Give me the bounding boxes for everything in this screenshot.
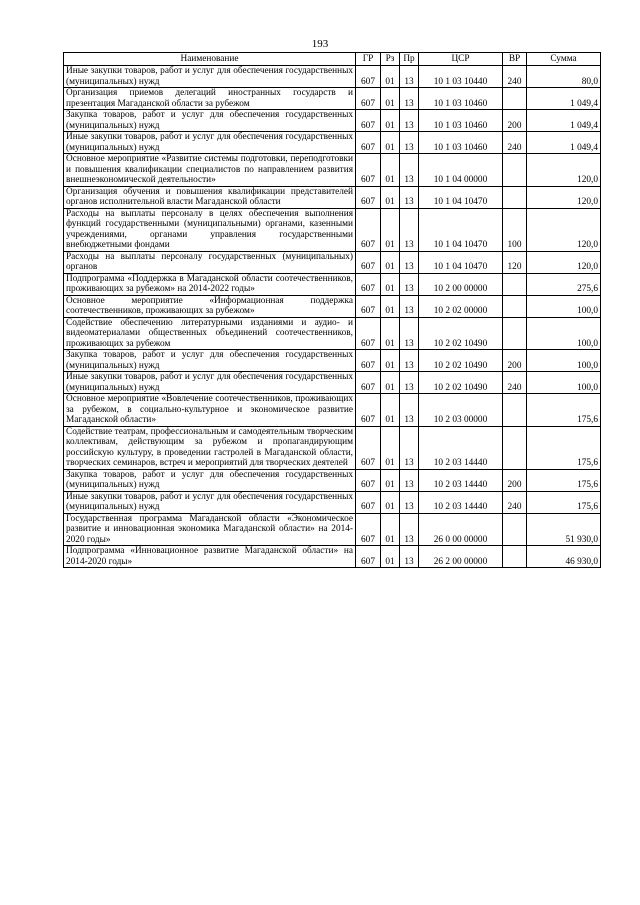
row-csr-cell: 10 1 04 10470: [419, 208, 503, 251]
row-name-cell: Иные закупки товаров, работ и услуг для обеспечения государственных (муниципальных) нужд: [64, 491, 356, 513]
row-vr-cell: [503, 426, 527, 469]
table-row: [64, 372, 601, 394]
row-gr-cell: 607: [356, 88, 381, 110]
row-rz-cell: 01: [381, 372, 400, 394]
row-vr-cell: [503, 295, 527, 317]
row-pr-cell: 13: [400, 491, 419, 513]
row-sum-cell: 120,0: [527, 154, 601, 187]
table-row: [64, 426, 601, 469]
row-rz-cell: 01: [381, 66, 400, 88]
row-rz-cell: 01: [381, 513, 400, 546]
row-csr-cell: 10 1 03 10460: [419, 132, 503, 154]
table-row: [64, 88, 601, 110]
row-name-cell: Подпрограмма «Инновационное развитие Магаданской области» на 2014-2020 годы»: [64, 546, 356, 568]
row-name-cell: Закупка товаров, работ и услуг для обеспечения государственных (муниципальных) нужд: [64, 469, 356, 491]
row-sum-cell: 100,0: [527, 372, 601, 394]
row-pr-cell: 13: [400, 66, 419, 88]
row-pr-cell: 13: [400, 110, 419, 132]
row-csr-cell: 10 2 02 00000: [419, 295, 503, 317]
row-name-cell: Основное мероприятие «Развитие системы подготовки, переподготовки и повышения квалификации специалистов по направлением развития внешнеэкономической деятельности»: [64, 154, 356, 187]
row-pr-cell: 13: [400, 154, 419, 187]
row-pr-cell: 13: [400, 317, 419, 350]
row-sum-cell: 1 049,4: [527, 88, 601, 110]
row-name-cell: Организация приемов делегаций иностранных государств и презентация Магаданской области за рубежом: [64, 88, 356, 110]
row-sum-cell: 100,0: [527, 317, 601, 350]
row-vr-cell: [503, 88, 527, 110]
column-header-sum: Сумма: [527, 53, 601, 66]
row-rz-cell: 01: [381, 317, 400, 350]
row-name-cell: Иные закупки товаров, работ и услуг для обеспечения государственных (муниципальных) нужд: [64, 66, 356, 88]
row-gr-cell: 607: [356, 110, 381, 132]
table-row: [64, 513, 601, 546]
row-sum-cell: 275,6: [527, 273, 601, 295]
row-name-cell: Основное мероприятие «Вовлечение соотечественников, проживающих за рубежом, в социально-культурное и экономическое развитие Магаданской области»: [64, 394, 356, 427]
row-rz-cell: 01: [381, 350, 400, 372]
page-number: 193: [311, 38, 329, 50]
table-row: [64, 546, 601, 568]
row-vr-cell: 200: [503, 350, 527, 372]
row-rz-cell: 01: [381, 208, 400, 251]
row-gr-cell: 607: [356, 273, 381, 295]
row-gr-cell: 607: [356, 546, 381, 568]
column-header-rz: Рз: [381, 53, 400, 66]
row-gr-cell: 607: [356, 469, 381, 491]
row-rz-cell: 01: [381, 426, 400, 469]
table-row: [64, 273, 601, 295]
row-gr-cell: 607: [356, 372, 381, 394]
row-pr-cell: 13: [400, 426, 419, 469]
table-body: [64, 66, 601, 568]
row-gr-cell: 607: [356, 394, 381, 427]
row-pr-cell: 13: [400, 513, 419, 546]
row-rz-cell: 01: [381, 110, 400, 132]
row-sum-cell: 51 930,0: [527, 513, 601, 546]
row-csr-cell: 10 1 03 10460: [419, 110, 503, 132]
table-header-row: [64, 53, 601, 66]
row-vr-cell: [503, 154, 527, 187]
table-row: [64, 394, 601, 427]
row-gr-cell: 607: [356, 295, 381, 317]
row-rz-cell: 01: [381, 154, 400, 187]
row-name-cell: Иные закупки товаров, работ и услуг для обеспечения государственных (муниципальных) нужд: [64, 372, 356, 394]
row-rz-cell: 01: [381, 186, 400, 208]
row-pr-cell: 13: [400, 372, 419, 394]
row-csr-cell: 10 1 04 10470: [419, 251, 503, 273]
row-csr-cell: 10 2 02 10490: [419, 350, 503, 372]
row-pr-cell: 13: [400, 469, 419, 491]
row-gr-cell: 607: [356, 132, 381, 154]
row-vr-cell: 100: [503, 208, 527, 251]
row-csr-cell: 10 2 00 00000: [419, 273, 503, 295]
row-vr-cell: 200: [503, 110, 527, 132]
row-sum-cell: 1 049,4: [527, 110, 601, 132]
budget-table: [63, 52, 601, 568]
row-vr-cell: 200: [503, 469, 527, 491]
table-row: [64, 132, 601, 154]
row-gr-cell: 607: [356, 186, 381, 208]
row-pr-cell: 13: [400, 273, 419, 295]
row-rz-cell: 01: [381, 273, 400, 295]
table-row: [64, 110, 601, 132]
row-name-cell: Организация обучения и повышения квалификации представителей органов исполнительной власти Магаданской области: [64, 186, 356, 208]
row-vr-cell: 240: [503, 132, 527, 154]
row-rz-cell: 01: [381, 132, 400, 154]
row-gr-cell: 607: [356, 317, 381, 350]
row-csr-cell: 10 2 03 14440: [419, 469, 503, 491]
row-pr-cell: 13: [400, 132, 419, 154]
row-vr-cell: [503, 394, 527, 427]
row-vr-cell: 120: [503, 251, 527, 273]
column-header-pr: Пр: [400, 53, 419, 66]
row-sum-cell: 80,0: [527, 66, 601, 88]
row-gr-cell: 607: [356, 513, 381, 546]
row-sum-cell: 100,0: [527, 295, 601, 317]
row-csr-cell: 10 2 03 14440: [419, 426, 503, 469]
row-sum-cell: 120,0: [527, 208, 601, 251]
column-header-csr: ЦСР: [419, 53, 503, 66]
column-header-vr: ВР: [503, 53, 527, 66]
row-pr-cell: 13: [400, 546, 419, 568]
row-vr-cell: 240: [503, 66, 527, 88]
row-pr-cell: 13: [400, 295, 419, 317]
row-vr-cell: [503, 186, 527, 208]
table-row: [64, 350, 601, 372]
row-rz-cell: 01: [381, 469, 400, 491]
row-vr-cell: [503, 513, 527, 546]
row-vr-cell: 240: [503, 372, 527, 394]
row-name-cell: Иные закупки товаров, работ и услуг для обеспечения государственных (муниципальных) нужд: [64, 132, 356, 154]
column-header-gr: ГР: [356, 53, 381, 66]
table-row: [64, 66, 601, 88]
row-rz-cell: 01: [381, 88, 400, 110]
row-name-cell: Закупка товаров, работ и услуг для обеспечения государственных (муниципальных) нужд: [64, 110, 356, 132]
row-gr-cell: 607: [356, 251, 381, 273]
row-vr-cell: 240: [503, 491, 527, 513]
table-row: [64, 251, 601, 273]
row-sum-cell: 120,0: [527, 186, 601, 208]
row-pr-cell: 13: [400, 394, 419, 427]
row-csr-cell: 26 2 00 00000: [419, 546, 503, 568]
row-vr-cell: [503, 273, 527, 295]
row-name-cell: Расходы на выплаты персоналу в целях обеспечения выполнения функций государственными (муниципальными) органами, казенными учреждениями, органами управления государственными внебюджетными фондами: [64, 208, 356, 251]
row-sum-cell: 175,6: [527, 394, 601, 427]
table-row: [64, 154, 601, 187]
row-csr-cell: 10 1 04 10470: [419, 186, 503, 208]
row-vr-cell: [503, 317, 527, 350]
table-row: [64, 317, 601, 350]
row-gr-cell: 607: [356, 350, 381, 372]
table-row: [64, 295, 601, 317]
row-sum-cell: 175,6: [527, 469, 601, 491]
row-csr-cell: 10 1 03 10460: [419, 88, 503, 110]
row-csr-cell: 10 1 04 00000: [419, 154, 503, 187]
row-gr-cell: 607: [356, 208, 381, 251]
row-gr-cell: 607: [356, 491, 381, 513]
row-sum-cell: 175,6: [527, 426, 601, 469]
row-csr-cell: 10 1 03 10440: [419, 66, 503, 88]
row-name-cell: Расходы на выплаты персоналу государственных (муниципальных) органов: [64, 251, 356, 273]
row-name-cell: Подпрограмма «Поддержка в Магаданской области соотечественников, проживающих за рубежом» на 2014-2022 годы»: [64, 273, 356, 295]
table-row: [64, 208, 601, 251]
row-csr-cell: 26 0 00 00000: [419, 513, 503, 546]
row-rz-cell: 01: [381, 295, 400, 317]
row-csr-cell: 10 2 03 14440: [419, 491, 503, 513]
row-name-cell: Содействие театрам, профессиональным и самодеятельным творческим коллективам, действующим за рубежом и пропагандирующим российскую культуру, в проведении гастролей в Магаданской области, творческих семинаров, встреч и мероприятий для творческих деятелей: [64, 426, 356, 469]
row-rz-cell: 01: [381, 546, 400, 568]
row-csr-cell: 10 2 03 00000: [419, 394, 503, 427]
row-pr-cell: 13: [400, 251, 419, 273]
row-pr-cell: 13: [400, 208, 419, 251]
column-header-name: Наименование: [64, 53, 356, 66]
row-sum-cell: 46 930,0: [527, 546, 601, 568]
row-csr-cell: 10 2 02 10490: [419, 317, 503, 350]
row-sum-cell: 175,6: [527, 491, 601, 513]
table-row: [64, 186, 601, 208]
row-csr-cell: 10 2 02 10490: [419, 372, 503, 394]
row-gr-cell: 607: [356, 154, 381, 187]
row-pr-cell: 13: [400, 350, 419, 372]
row-rz-cell: 01: [381, 251, 400, 273]
row-vr-cell: [503, 546, 527, 568]
row-pr-cell: 13: [400, 186, 419, 208]
row-rz-cell: 01: [381, 394, 400, 427]
row-gr-cell: 607: [356, 66, 381, 88]
row-name-cell: Содействие обеспечению литературными изданиями и аудио- и видеоматериалами общественных объединений соотечественников, проживающих за рубежом: [64, 317, 356, 350]
table-row: [64, 469, 601, 491]
table-row: [64, 491, 601, 513]
row-name-cell: Основное мероприятие «Информационная поддержка соотечественников, проживающих за рубежом»: [64, 295, 356, 317]
row-name-cell: Государственная программа Магаданской области «Экономическое развитие и инновационная экономика Магаданской области» на 2014-2020 годы»: [64, 513, 356, 546]
row-gr-cell: 607: [356, 426, 381, 469]
row-sum-cell: 100,0: [527, 350, 601, 372]
row-rz-cell: 01: [381, 491, 400, 513]
row-name-cell: Закупка товаров, работ и услуг для обеспечения государственных (муниципальных) нужд: [64, 350, 356, 372]
row-pr-cell: 13: [400, 88, 419, 110]
row-sum-cell: 120,0: [527, 251, 601, 273]
row-sum-cell: 1 049,4: [527, 132, 601, 154]
